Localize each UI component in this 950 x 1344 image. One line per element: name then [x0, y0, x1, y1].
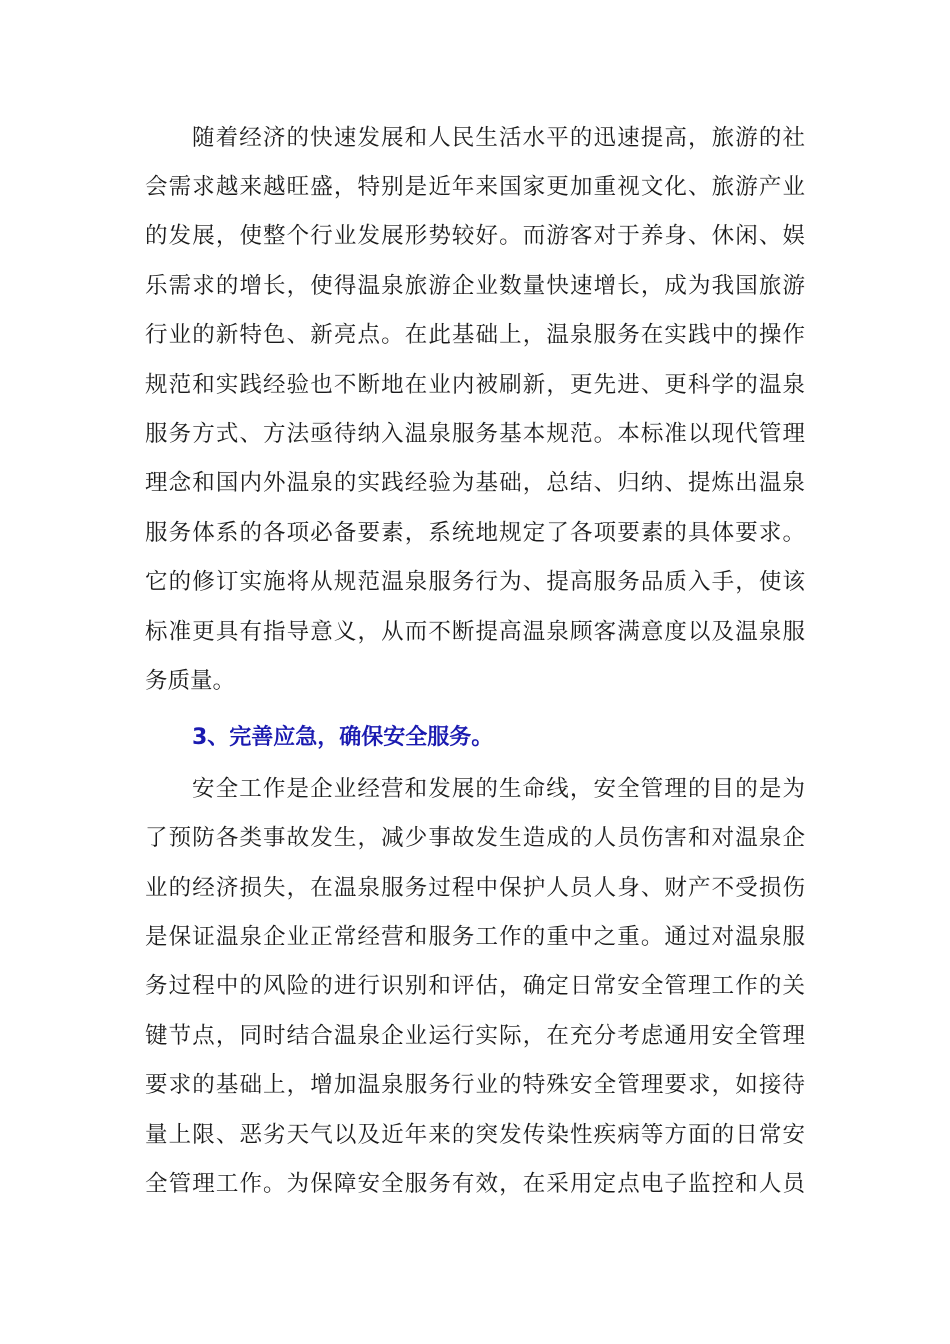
paragraph-1-line: 它的修订实施将从规范温泉服务行为、提高服务品质入手，使该: [145, 569, 805, 595]
paragraph-1-line: 务质量。: [145, 668, 236, 694]
paragraph-2-line: 要求的基础上，增加温泉服务行业的特殊安全管理要求，如接待: [145, 1072, 805, 1098]
paragraph-1-line: 规范和实践经验也不断地在业内被刷新，更先进、更科学的温泉: [145, 372, 805, 398]
paragraph-2-line: 安全工作是企业经营和发展的生命线，安全管理的目的是为: [192, 776, 805, 802]
paragraph-2-line: 量上限、恶劣天气以及近年来的突发传染性疾病等方面的日常安: [145, 1122, 805, 1148]
paragraph-1-line: 行业的新特色、新亮点。在此基础上，温泉服务在实践中的操作: [145, 322, 805, 348]
paragraph-1-line: 标准更具有指导意义，从而不断提高温泉顾客满意度以及温泉服: [145, 619, 805, 645]
section-heading: 3、完善应急，确保安全服务。: [192, 725, 494, 750]
paragraph-1-line: 随着经济的快速发展和人民生活水平的迅速提高，旅游的社: [192, 125, 805, 151]
paragraph-2-line: 了预防各类事故发生，减少事故发生造成的人员伤害和对温泉企: [145, 825, 805, 851]
paragraph-2-line: 务过程中的风险的进行识别和评估，确定日常安全管理工作的关: [145, 973, 805, 999]
paragraph-2-line: 键节点，同时结合温泉企业运行实际，在充分考虑通用安全管理: [145, 1023, 805, 1049]
paragraph-2-line: 是保证温泉企业正常经营和服务工作的重中之重。通过对温泉服: [145, 924, 805, 950]
paragraph-1-line: 服务体系的各项必备要素，系统地规定了各项要素的具体要求。: [145, 520, 805, 546]
paragraph-1-line: 会需求越来越旺盛，特别是近年来国家更加重视文化、旅游产业: [145, 174, 805, 200]
paragraph-2-line: 全管理工作。为保障安全服务有效，在采用定点电子监控和人员: [145, 1171, 805, 1197]
paragraph-1-line: 乐需求的增长，使得温泉旅游企业数量快速增长，成为我国旅游: [145, 273, 805, 299]
paragraph-1-line: 服务方式、方法亟待纳入温泉服务基本规范。本标准以现代管理: [145, 421, 805, 447]
paragraph-1-line: 理念和国内外温泉的实践经验为基础，总结、归纳、提炼出温泉: [145, 470, 805, 496]
paragraph-2-line: 业的经济损失，在温泉服务过程中保护人员人身、财产不受损伤: [145, 875, 805, 901]
paragraph-1-line: 的发展，使整个行业发展形势较好。而游客对于养身、休闲、娱: [145, 223, 805, 249]
